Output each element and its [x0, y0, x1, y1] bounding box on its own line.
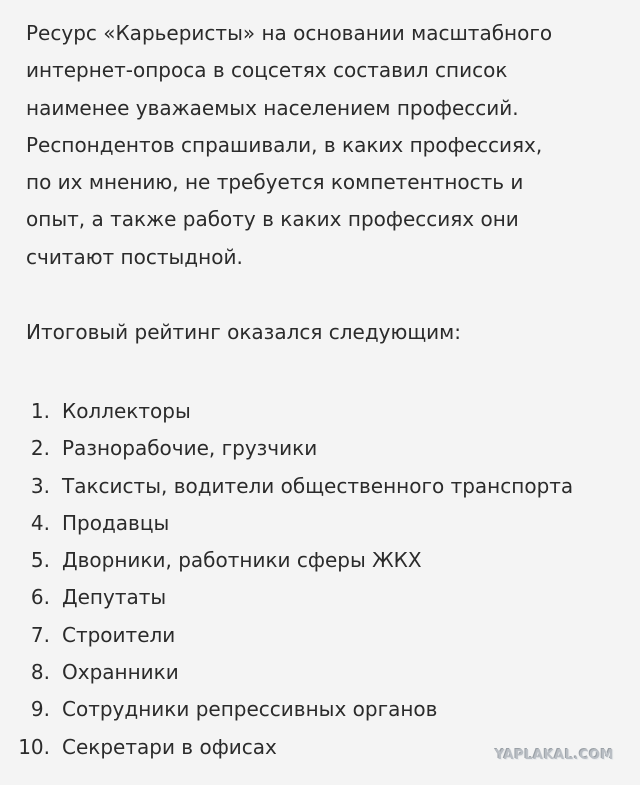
rank-number: 2.	[30, 436, 50, 461]
rank-text: Охранники	[62, 660, 179, 685]
rank-number: 7.	[30, 622, 50, 647]
rank-text: Разнорабочие, грузчики	[62, 436, 318, 461]
rank-text: Дворники, работники сферы ЖКХ	[62, 548, 422, 573]
rank-number: 4.	[30, 510, 50, 535]
rank-text: Депутаты	[62, 585, 167, 610]
intro-line: интернет-опроса в соцсетях составил список	[26, 58, 508, 83]
rank-number: 8.	[30, 660, 50, 685]
intro-line: Респондентов спрашивали, в каких профессиях,	[26, 132, 543, 157]
rank-text: Строители	[62, 622, 176, 647]
summary-line: Итоговый рейтинг оказался следующим:	[26, 320, 461, 344]
rank-number: 9.	[30, 697, 50, 722]
rank-text: Таксисты, водители общественного транспорта	[62, 473, 574, 498]
rank-number: 1.	[30, 399, 50, 423]
intro-paragraph	[26, 15, 626, 276]
rank-number: 10.	[18, 734, 50, 759]
intro-line: по их мнению, не требуется компетентность и	[26, 170, 524, 195]
watermark-logo: YAPLAKAL.COM	[495, 748, 614, 763]
intro-line: считают постыдной.	[26, 244, 243, 269]
intro-line: наименее уважаемых населением профессий.	[26, 95, 519, 120]
intro-line: Ресурс «Карьеристы» на основании масштабного	[26, 21, 553, 45]
rank-text: Секретари в офисах	[62, 734, 277, 759]
rank-text: Сотрудники репрессивных органов	[62, 697, 438, 722]
intro-line: опыт, а также работу в каких профессиях они	[26, 207, 519, 232]
rank-text: Коллекторы	[62, 399, 191, 423]
rank-text: Продавцы	[62, 510, 170, 535]
rank-number: 5.	[30, 548, 50, 573]
rank-number: 3.	[30, 473, 50, 498]
rank-number: 6.	[30, 585, 50, 610]
